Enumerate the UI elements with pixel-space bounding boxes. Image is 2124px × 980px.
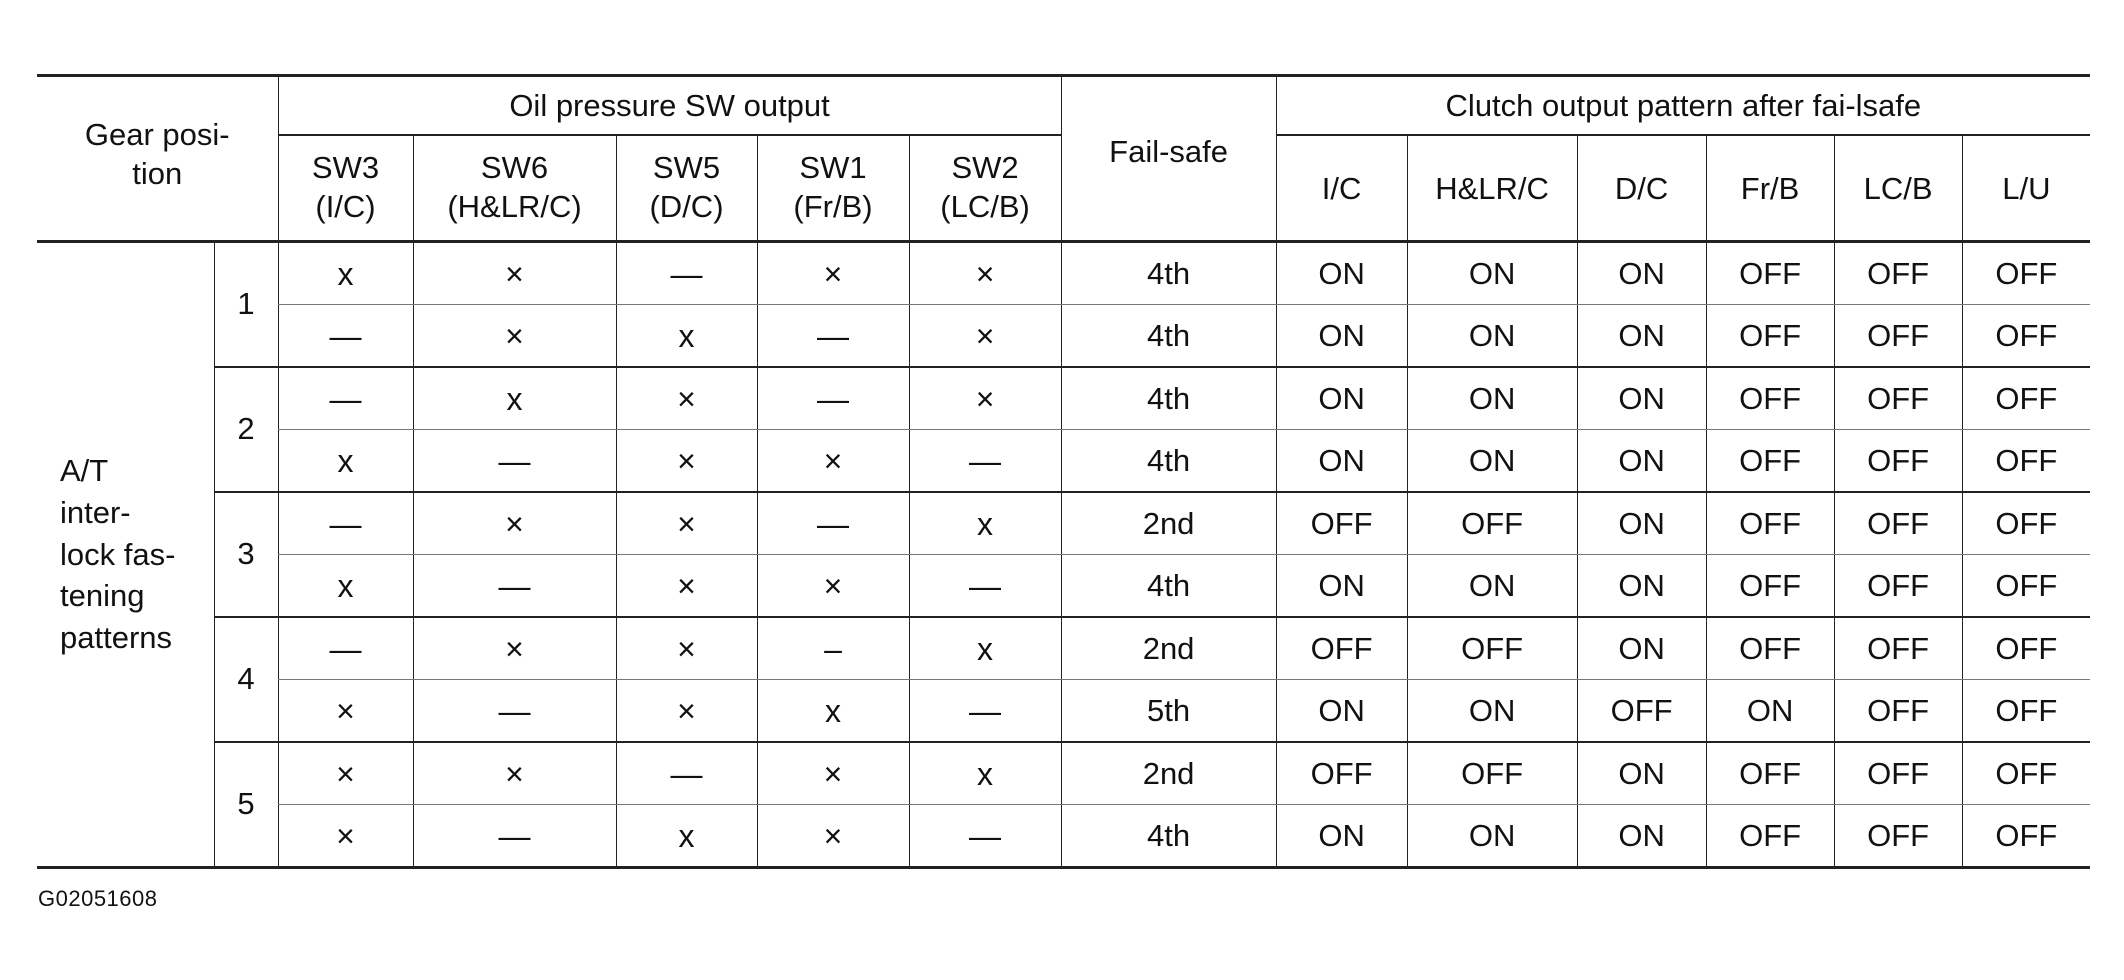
clutch-output-cell: OFF bbox=[1834, 305, 1962, 368]
clutch-output-cell: OFF bbox=[1962, 555, 2090, 618]
sw-output-cell: — bbox=[757, 367, 909, 430]
header-sw-col: SW1 (Fr/B) bbox=[757, 135, 909, 242]
sw-output-cell: × bbox=[909, 367, 1061, 430]
sw-output-cell: — bbox=[278, 305, 413, 368]
clutch-output-cell: ON bbox=[1276, 242, 1407, 305]
table-row bbox=[37, 430, 2090, 493]
sw-output-cell: × bbox=[909, 305, 1061, 368]
sw-output-cell: × bbox=[413, 242, 616, 305]
clutch-output-cell: OFF bbox=[1834, 242, 1962, 305]
clutch-output-cell: OFF bbox=[1577, 680, 1706, 743]
clutch-output-cell: ON bbox=[1407, 555, 1577, 618]
sw-output-cell: — bbox=[757, 492, 909, 555]
header-clutch-col: I/C bbox=[1276, 135, 1407, 242]
header-gear-position: Gear posi- tion bbox=[37, 76, 278, 242]
clutch-output-cell: OFF bbox=[1962, 805, 2090, 868]
sw-output-cell: × bbox=[757, 742, 909, 805]
fail-safe-cell: 4th bbox=[1061, 242, 1276, 305]
side-label: A/T inter- lock fas- tening patterns bbox=[37, 242, 214, 868]
clutch-output-cell: OFF bbox=[1276, 617, 1407, 680]
sw-output-cell: × bbox=[909, 242, 1061, 305]
clutch-output-cell: OFF bbox=[1834, 555, 1962, 618]
clutch-output-cell: OFF bbox=[1706, 805, 1834, 868]
sw-output-cell: — bbox=[616, 742, 757, 805]
clutch-output-cell: ON bbox=[1276, 305, 1407, 368]
clutch-output-cell: OFF bbox=[1962, 367, 2090, 430]
header-row-1 bbox=[37, 76, 2090, 135]
sw-output-cell: x bbox=[278, 242, 413, 305]
header-fail-safe: Fail-safe bbox=[1061, 76, 1276, 242]
sw-output-cell: × bbox=[278, 742, 413, 805]
clutch-output-cell: ON bbox=[1577, 367, 1706, 430]
sw-output-cell: — bbox=[413, 430, 616, 493]
table-row bbox=[37, 555, 2090, 618]
sw-output-cell: × bbox=[757, 430, 909, 493]
sw-output-cell: — bbox=[413, 680, 616, 743]
table-row bbox=[37, 680, 2090, 743]
table-row bbox=[37, 742, 2090, 805]
table-row bbox=[37, 242, 2090, 305]
header-oil-pressure-sw-output: Oil pressure SW output bbox=[278, 76, 1061, 135]
clutch-output-cell: ON bbox=[1407, 430, 1577, 493]
sw-output-cell: × bbox=[616, 555, 757, 618]
fail-safe-cell: 4th bbox=[1061, 305, 1276, 368]
sw-output-cell: x bbox=[616, 805, 757, 868]
sw-output-cell: — bbox=[909, 680, 1061, 743]
clutch-output-cell: ON bbox=[1577, 555, 1706, 618]
clutch-output-cell: ON bbox=[1577, 242, 1706, 305]
clutch-output-cell: OFF bbox=[1407, 617, 1577, 680]
sw-output-cell: x bbox=[278, 430, 413, 493]
clutch-output-cell: OFF bbox=[1407, 492, 1577, 555]
sw-output-cell: — bbox=[278, 617, 413, 680]
clutch-output-cell: OFF bbox=[1706, 492, 1834, 555]
sw-output-cell: × bbox=[413, 742, 616, 805]
clutch-output-cell: OFF bbox=[1276, 492, 1407, 555]
table-row bbox=[37, 305, 2090, 368]
clutch-output-cell: ON bbox=[1577, 742, 1706, 805]
clutch-output-cell: OFF bbox=[1706, 242, 1834, 305]
clutch-output-cell: OFF bbox=[1834, 742, 1962, 805]
clutch-output-cell: OFF bbox=[1962, 305, 2090, 368]
clutch-output-cell: OFF bbox=[1962, 680, 2090, 743]
sw-output-cell: x bbox=[909, 492, 1061, 555]
interlock-table bbox=[37, 76, 2090, 869]
clutch-output-cell: OFF bbox=[1706, 305, 1834, 368]
clutch-output-cell: OFF bbox=[1276, 742, 1407, 805]
clutch-output-cell: OFF bbox=[1706, 430, 1834, 493]
clutch-output-cell: OFF bbox=[1834, 367, 1962, 430]
sw-output-cell: × bbox=[413, 305, 616, 368]
clutch-output-cell: ON bbox=[1706, 680, 1834, 743]
sw-output-cell: — bbox=[909, 430, 1061, 493]
sw-output-cell: x bbox=[413, 367, 616, 430]
clutch-output-cell: ON bbox=[1577, 430, 1706, 493]
clutch-output-cell: OFF bbox=[1706, 555, 1834, 618]
clutch-output-cell: OFF bbox=[1962, 742, 2090, 805]
sw-output-cell: × bbox=[616, 680, 757, 743]
clutch-output-cell: OFF bbox=[1407, 742, 1577, 805]
figure-id: G02051608 bbox=[38, 886, 158, 911]
clutch-output-cell: ON bbox=[1577, 617, 1706, 680]
sw-output-cell: — bbox=[757, 305, 909, 368]
sw-output-cell: × bbox=[278, 680, 413, 743]
clutch-output-cell: ON bbox=[1276, 367, 1407, 430]
interlock-table-wrapper bbox=[37, 76, 2090, 869]
clutch-output-cell: OFF bbox=[1834, 617, 1962, 680]
sw-output-cell: × bbox=[616, 492, 757, 555]
clutch-output-cell: ON bbox=[1577, 805, 1706, 868]
sw-output-cell: x bbox=[909, 742, 1061, 805]
clutch-output-cell: OFF bbox=[1706, 367, 1834, 430]
sw-output-cell: × bbox=[616, 617, 757, 680]
clutch-output-cell: ON bbox=[1407, 367, 1577, 430]
sw-output-cell: x bbox=[278, 555, 413, 618]
clutch-output-cell: OFF bbox=[1962, 242, 2090, 305]
sw-output-cell: — bbox=[278, 367, 413, 430]
sw-output-cell: x bbox=[616, 305, 757, 368]
fail-safe-cell: 2nd bbox=[1061, 492, 1276, 555]
sw-output-cell: — bbox=[413, 555, 616, 618]
fail-safe-cell: 5th bbox=[1061, 680, 1276, 743]
sw-output-cell: × bbox=[757, 555, 909, 618]
header-clutch-col: Fr/B bbox=[1706, 135, 1834, 242]
sw-output-cell: x bbox=[909, 617, 1061, 680]
table-row bbox=[37, 617, 2090, 680]
fail-safe-cell: 4th bbox=[1061, 367, 1276, 430]
fail-safe-cell: 4th bbox=[1061, 430, 1276, 493]
sw-output-cell: × bbox=[757, 242, 909, 305]
fail-safe-cell: 4th bbox=[1061, 555, 1276, 618]
sw-output-cell: – bbox=[757, 617, 909, 680]
clutch-output-cell: OFF bbox=[1962, 492, 2090, 555]
gear-number: 2 bbox=[214, 367, 278, 492]
clutch-output-cell: OFF bbox=[1962, 430, 2090, 493]
sw-output-cell: — bbox=[616, 242, 757, 305]
sw-output-cell: × bbox=[616, 430, 757, 493]
header-clutch-col: H&LR/C bbox=[1407, 135, 1577, 242]
sw-output-cell: × bbox=[757, 805, 909, 868]
gear-number: 5 bbox=[214, 742, 278, 868]
clutch-output-cell: OFF bbox=[1706, 617, 1834, 680]
clutch-output-cell: ON bbox=[1276, 555, 1407, 618]
clutch-output-cell: ON bbox=[1407, 680, 1577, 743]
clutch-output-cell: OFF bbox=[1962, 617, 2090, 680]
fail-safe-cell: 2nd bbox=[1061, 742, 1276, 805]
sw-output-cell: x bbox=[757, 680, 909, 743]
gear-number: 3 bbox=[214, 492, 278, 617]
fail-safe-cell: 2nd bbox=[1061, 617, 1276, 680]
sw-output-cell: × bbox=[413, 617, 616, 680]
clutch-output-cell: ON bbox=[1276, 680, 1407, 743]
clutch-output-cell: ON bbox=[1577, 492, 1706, 555]
clutch-output-cell: OFF bbox=[1834, 430, 1962, 493]
header-clutch-col: L/U bbox=[1962, 135, 2090, 242]
clutch-output-cell: ON bbox=[1407, 242, 1577, 305]
sw-output-cell: × bbox=[278, 805, 413, 868]
sw-output-cell: — bbox=[909, 805, 1061, 868]
header-clutch-output-pattern: Clutch output pattern after fai-lsafe bbox=[1276, 76, 2090, 135]
clutch-output-cell: OFF bbox=[1834, 680, 1962, 743]
gear-number: 4 bbox=[214, 617, 278, 742]
sw-output-cell: × bbox=[413, 492, 616, 555]
clutch-output-cell: ON bbox=[1276, 805, 1407, 868]
clutch-output-cell: ON bbox=[1276, 430, 1407, 493]
clutch-output-cell: ON bbox=[1407, 805, 1577, 868]
clutch-output-cell: OFF bbox=[1834, 492, 1962, 555]
header-sw-col: SW3 (I/C) bbox=[278, 135, 413, 242]
header-clutch-col: D/C bbox=[1577, 135, 1706, 242]
header-sw-col: SW6 (H&LR/C) bbox=[413, 135, 616, 242]
clutch-output-cell: ON bbox=[1577, 305, 1706, 368]
clutch-output-cell: ON bbox=[1407, 305, 1577, 368]
gear-number: 1 bbox=[214, 242, 278, 368]
fail-safe-cell: 4th bbox=[1061, 805, 1276, 868]
sw-output-cell: × bbox=[616, 367, 757, 430]
table-row bbox=[37, 805, 2090, 868]
header-sw-col: SW2 (LC/B) bbox=[909, 135, 1061, 242]
table-row bbox=[37, 367, 2090, 430]
clutch-output-cell: OFF bbox=[1706, 742, 1834, 805]
sw-output-cell: — bbox=[278, 492, 413, 555]
clutch-output-cell: OFF bbox=[1834, 805, 1962, 868]
header-clutch-col: LC/B bbox=[1834, 135, 1962, 242]
table-row bbox=[37, 492, 2090, 555]
header-sw-col: SW5 (D/C) bbox=[616, 135, 757, 242]
sw-output-cell: — bbox=[909, 555, 1061, 618]
sw-output-cell: — bbox=[413, 805, 616, 868]
